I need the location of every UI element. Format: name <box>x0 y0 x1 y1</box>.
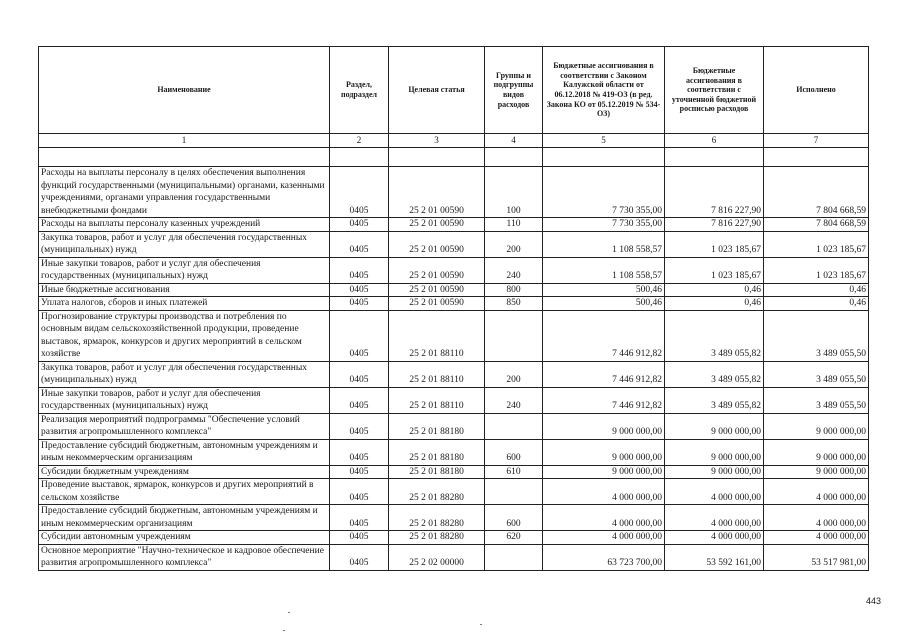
row-executed: 0,46 <box>764 283 869 297</box>
scan-speck <box>480 624 482 625</box>
column-number: 5 <box>543 134 665 148</box>
row-refined-allocation: 3 489 055,82 <box>665 361 764 387</box>
table-row <box>39 361 869 387</box>
row-target-article: 25 2 01 88180 <box>389 439 485 465</box>
table-row <box>39 387 869 413</box>
row-executed: 53 517 981,00 <box>764 544 869 570</box>
row-section: 0405 <box>330 231 389 257</box>
table-row <box>39 465 869 479</box>
table-row <box>39 439 869 465</box>
row-target-article: 25 2 01 00590 <box>389 167 485 218</box>
table-row <box>39 231 869 257</box>
row-name: Проведение выставок, ярмарок, конкурсов и других мероприятий в сельском хозяйстве <box>39 479 330 505</box>
row-name: Реализация мероприятий подпрограммы "Обеспечение условий развития агропромышленного комплекса" <box>39 413 330 439</box>
row-law-allocation: 500,46 <box>543 283 665 297</box>
row-law-allocation: 63 723 700,00 <box>543 544 665 570</box>
row-expense-group: 600 <box>485 439 543 465</box>
row-refined-allocation: 0,46 <box>665 283 764 297</box>
row-refined-allocation: 3 489 055,82 <box>665 310 764 361</box>
header-expense-group: Группы и подгруппы видов расходов <box>485 47 543 134</box>
table-row <box>39 531 869 545</box>
row-expense-group: 200 <box>485 361 543 387</box>
row-refined-allocation: 0,46 <box>665 297 764 311</box>
table-row <box>39 544 869 570</box>
row-section: 0405 <box>330 413 389 439</box>
row-law-allocation: 9 000 000,00 <box>543 413 665 439</box>
row-section: 0405 <box>330 387 389 413</box>
row-section: 0405 <box>330 465 389 479</box>
row-refined-allocation: 3 489 055,82 <box>665 387 764 413</box>
row-section: 0405 <box>330 439 389 465</box>
row-target-article: 25 2 01 00590 <box>389 297 485 311</box>
row-law-allocation: 1 108 558,57 <box>543 231 665 257</box>
row-target-article: 25 2 01 88280 <box>389 479 485 505</box>
row-refined-allocation: 1 023 185,67 <box>665 231 764 257</box>
row-executed: 3 489 055,50 <box>764 310 869 361</box>
row-name: Расходы на выплаты персоналу казенных учреждений <box>39 218 330 232</box>
row-name: Закупка товаров, работ и услуг для обеспечения государственных (муниципальных) нужд <box>39 361 330 387</box>
row-section: 0405 <box>330 479 389 505</box>
row-expense-group <box>485 544 543 570</box>
row-expense-group: 240 <box>485 387 543 413</box>
row-name: Прогнозирование структуры производства и потребления по основным видам сельскохозяйственной продукции, проведение выставок, ярмарок, конкурсов и других мероприятий в сельском хозяйстве <box>39 310 330 361</box>
row-executed: 7 804 668,59 <box>764 218 869 232</box>
row-expense-group: 100 <box>485 167 543 218</box>
row-law-allocation: 4 000 000,00 <box>543 479 665 505</box>
header-target-article: Целевая статья <box>389 47 485 134</box>
row-target-article: 25 2 01 00590 <box>389 218 485 232</box>
row-target-article: 25 2 01 88180 <box>389 413 485 439</box>
row-law-allocation: 4 000 000,00 <box>543 505 665 531</box>
row-refined-allocation: 7 816 227,90 <box>665 218 764 232</box>
row-target-article: 25 2 01 88110 <box>389 361 485 387</box>
header-refined-allocation: Бюджетные ассигнования в соответствии с уточненной бюджетной росписью расходов <box>665 47 764 134</box>
row-section: 0405 <box>330 283 389 297</box>
column-number: 1 <box>39 134 330 148</box>
table-row <box>39 479 869 505</box>
row-section: 0405 <box>330 505 389 531</box>
row-section: 0405 <box>330 361 389 387</box>
row-section: 0405 <box>330 544 389 570</box>
table-row <box>39 167 869 218</box>
row-refined-allocation: 4 000 000,00 <box>665 505 764 531</box>
row-target-article: 25 2 01 00590 <box>389 231 485 257</box>
table-row <box>39 505 869 531</box>
budget-table <box>38 46 869 571</box>
row-name: Иные закупки товаров, работ и услуг для обеспечения государственных (муниципальных) нужд <box>39 257 330 283</box>
row-section: 0405 <box>330 297 389 311</box>
row-executed: 7 804 668,59 <box>764 167 869 218</box>
row-refined-allocation: 4 000 000,00 <box>665 479 764 505</box>
row-target-article: 25 2 02 00000 <box>389 544 485 570</box>
column-number: 7 <box>764 134 869 148</box>
row-refined-allocation: 53 592 161,00 <box>665 544 764 570</box>
row-law-allocation: 7 446 912,82 <box>543 361 665 387</box>
row-target-article: 25 2 01 00590 <box>389 257 485 283</box>
row-law-allocation: 9 000 000,00 <box>543 439 665 465</box>
column-number: 3 <box>389 134 485 148</box>
row-law-allocation: 500,46 <box>543 297 665 311</box>
table-row <box>39 413 869 439</box>
header-name: Наименование <box>39 47 330 134</box>
header-executed: Исполнено <box>764 47 869 134</box>
row-executed: 9 000 000,00 <box>764 413 869 439</box>
row-expense-group: 620 <box>485 531 543 545</box>
column-number: 2 <box>330 134 389 148</box>
row-target-article: 25 2 01 88280 <box>389 505 485 531</box>
row-refined-allocation: 1 023 185,67 <box>665 257 764 283</box>
row-refined-allocation: 9 000 000,00 <box>665 413 764 439</box>
row-expense-group: 200 <box>485 231 543 257</box>
row-law-allocation: 9 000 000,00 <box>543 465 665 479</box>
row-name: Закупка товаров, работ и услуг для обеспечения государственных (муниципальных) нужд <box>39 231 330 257</box>
row-law-allocation: 7 446 912,82 <box>543 387 665 413</box>
row-executed: 3 489 055,50 <box>764 387 869 413</box>
table-row <box>39 257 869 283</box>
table-header <box>39 47 869 148</box>
row-target-article: 25 2 01 00590 <box>389 283 485 297</box>
table-row <box>39 310 869 361</box>
row-expense-group: 600 <box>485 505 543 531</box>
row-expense-group: 800 <box>485 283 543 297</box>
row-expense-group <box>485 479 543 505</box>
row-refined-allocation: 9 000 000,00 <box>665 465 764 479</box>
row-expense-group: 110 <box>485 218 543 232</box>
row-name: Предоставление субсидий бюджетным, автономным учреждениям и иным некоммерческим организациям <box>39 505 330 531</box>
row-refined-allocation: 9 000 000,00 <box>665 439 764 465</box>
row-expense-group <box>485 413 543 439</box>
row-law-allocation: 1 108 558,57 <box>543 257 665 283</box>
row-executed: 1 023 185,67 <box>764 231 869 257</box>
table-row <box>39 218 869 232</box>
row-section: 0405 <box>330 531 389 545</box>
row-target-article: 25 2 01 88110 <box>389 310 485 361</box>
row-executed: 0,46 <box>764 297 869 311</box>
row-name: Основное мероприятие "Научно-техническое и кадровое обеспечение развития агропромышленного комплекса" <box>39 544 330 570</box>
row-target-article: 25 2 01 88280 <box>389 531 485 545</box>
row-expense-group: 240 <box>485 257 543 283</box>
row-expense-group: 610 <box>485 465 543 479</box>
row-target-article: 25 2 01 88180 <box>389 465 485 479</box>
page-number: 443 <box>866 596 882 606</box>
row-law-allocation: 7 730 355,00 <box>543 167 665 218</box>
table-body <box>39 148 869 571</box>
row-executed: 4 000 000,00 <box>764 531 869 545</box>
column-number: 6 <box>665 134 764 148</box>
row-law-allocation: 7 730 355,00 <box>543 218 665 232</box>
header-law-allocation: Бюджетные ассигнования в соответствии с Законом Калужской области от 06.12.2018 № 419-ОЗ (в ред. Закона КО от 05.12.2019 № 534-ОЗ) <box>543 47 665 134</box>
row-name: Иные бюджетные ассигнования <box>39 283 330 297</box>
row-law-allocation: 4 000 000,00 <box>543 531 665 545</box>
table-row <box>39 283 869 297</box>
row-executed: 1 023 185,67 <box>764 257 869 283</box>
row-executed: 4 000 000,00 <box>764 479 869 505</box>
row-name: Предоставление субсидий бюджетным, автономным учреждениям и иным некоммерческим организациям <box>39 439 330 465</box>
row-name: Иные закупки товаров, работ и услуг для обеспечения государственных (муниципальных) нужд <box>39 387 330 413</box>
row-executed: 9 000 000,00 <box>764 465 869 479</box>
row-expense-group: 850 <box>485 297 543 311</box>
row-executed: 4 000 000,00 <box>764 505 869 531</box>
row-section: 0405 <box>330 257 389 283</box>
row-executed: 9 000 000,00 <box>764 439 869 465</box>
column-number: 4 <box>485 134 543 148</box>
row-name: Субсидии бюджетным учреждениям <box>39 465 330 479</box>
row-section: 0405 <box>330 310 389 361</box>
row-executed: 3 489 055,50 <box>764 361 869 387</box>
row-name: Субсидии автономным учреждениям <box>39 531 330 545</box>
row-name: Уплата налогов, сборов и иных платежей <box>39 297 330 311</box>
row-name: Расходы на выплаты персоналу в целях обеспечения выполнения функций государственными (муниципальными) органами, казенными учреждениями, органами управления государственными внебюджетными фондами <box>39 167 330 218</box>
row-expense-group <box>485 310 543 361</box>
row-law-allocation: 7 446 912,82 <box>543 310 665 361</box>
spacer-row <box>39 148 869 167</box>
scan-speck <box>283 630 285 631</box>
table-row <box>39 297 869 311</box>
row-refined-allocation: 4 000 000,00 <box>665 531 764 545</box>
scan-speck <box>288 612 290 613</box>
row-target-article: 25 2 01 88110 <box>389 387 485 413</box>
row-section: 0405 <box>330 167 389 218</box>
row-section: 0405 <box>330 218 389 232</box>
row-refined-allocation: 7 816 227,90 <box>665 167 764 218</box>
header-section: Раздел, подраздел <box>330 47 389 134</box>
